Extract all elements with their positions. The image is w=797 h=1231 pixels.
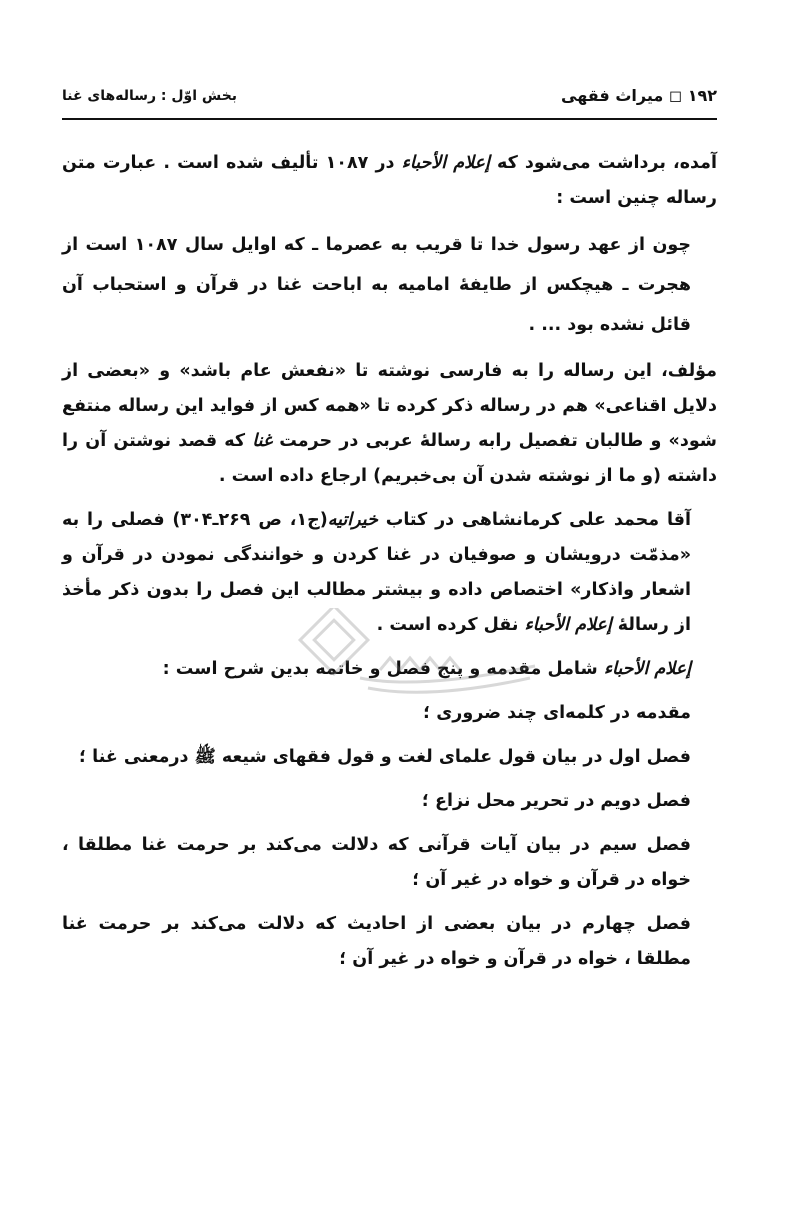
text-span: (ج۱، ص ۲۶۹ـ۳۰۴) فصلی را به «مذمّت درویشان و صوفیان در غنا کردن و خوانندگی نمودن در قرآن و اشعار واذکار» اختصاص داده و بیشتر مطالب این فصل را بدون ذکر مأخذ از رسالهٔ: [62, 510, 691, 635]
paragraph-contents-intro: [62, 652, 717, 687]
book-title-italic: إعلام الأحباء: [603, 659, 691, 679]
toc-item-chapter-3: فصل سیم در بیان آیات قرآنی که دلالت می‌کند بر حرمت غنا مطلقا ، خواه در قرآن و خواه در غیر آن ؛: [62, 835, 691, 890]
section-title: بخش اوّل : رساله‌های غنا: [62, 88, 238, 104]
book-title-italic: إعلام الأحباء: [401, 153, 490, 173]
text-span: مؤلف، این رساله را به فارسی نوشته تا «نفعش عام باشد» و «بعضی از دلایل اقناعی» هم در رساله ذکر کرده تا «همه کس از فواید این رساله منتفع شود» و طالبان تفصیل رابه رسالهٔ عربی در حرمت: [62, 361, 717, 451]
toc-item-chapter-4: فصل چهارم در بیان بعضی از احادیث که دلالت می‌کند بر حرمت غنا مطلقا ، خواه در قرآن و خواه در غیر آن ؛: [62, 914, 691, 969]
text-span: آقا محمد علی کرمانشاهی در کتاب: [377, 510, 692, 530]
running-header: [62, 82, 717, 112]
toc-item-chapter-2: فصل دویم در تحریر محل نزاع ؛: [421, 791, 691, 811]
text-span: شامل مقدمه و پنج فصل و خاتمه بدین شرح است :: [162, 659, 604, 679]
book-title-italic: إعلام الأحباء: [524, 615, 612, 635]
block-quote: چون از عهد رسول خدا تا قریب به عصرما ـ که اوایل سال ۱۰۸۷ است از هجرت ـ هیچکس از طایفهٔ امامیه به اباحت غنا در قرآن و استحباب آن قائل نشده بود ... .: [62, 235, 691, 335]
text-span: نقل کرده است .: [376, 615, 525, 635]
main-text: [62, 146, 717, 986]
paragraph-intro: [62, 146, 717, 216]
page-number-and-book-title: ۱۹۲ ◻ میراث فقهی: [561, 86, 717, 105]
paragraph-kermanshahi: [62, 503, 717, 643]
toc-item-intro: مقدمه در کلمه‌ای چند ضروری ؛: [423, 703, 691, 723]
text-span: در ۱۰۸۷ تألیف شده است . عبارت متن رساله چنین است :: [62, 153, 717, 208]
text-span: که قصد نوشتن آن را داشته (و ما از نوشته شدن آن بی‌خبریم) ارجاع داده است .: [62, 431, 717, 486]
toc-item-chapter-1: فصل اول در بیان قول علمای لغت و قول فقهای شیعه ﷺ درمعنی غنا ؛: [79, 747, 691, 767]
book-title-italic: خیراتیه: [327, 510, 378, 530]
text-span: آمده، برداشت می‌شود که: [489, 153, 717, 173]
header-divider: [62, 118, 717, 120]
italic-word: غنا: [252, 431, 273, 451]
paragraph-author: [62, 354, 717, 494]
